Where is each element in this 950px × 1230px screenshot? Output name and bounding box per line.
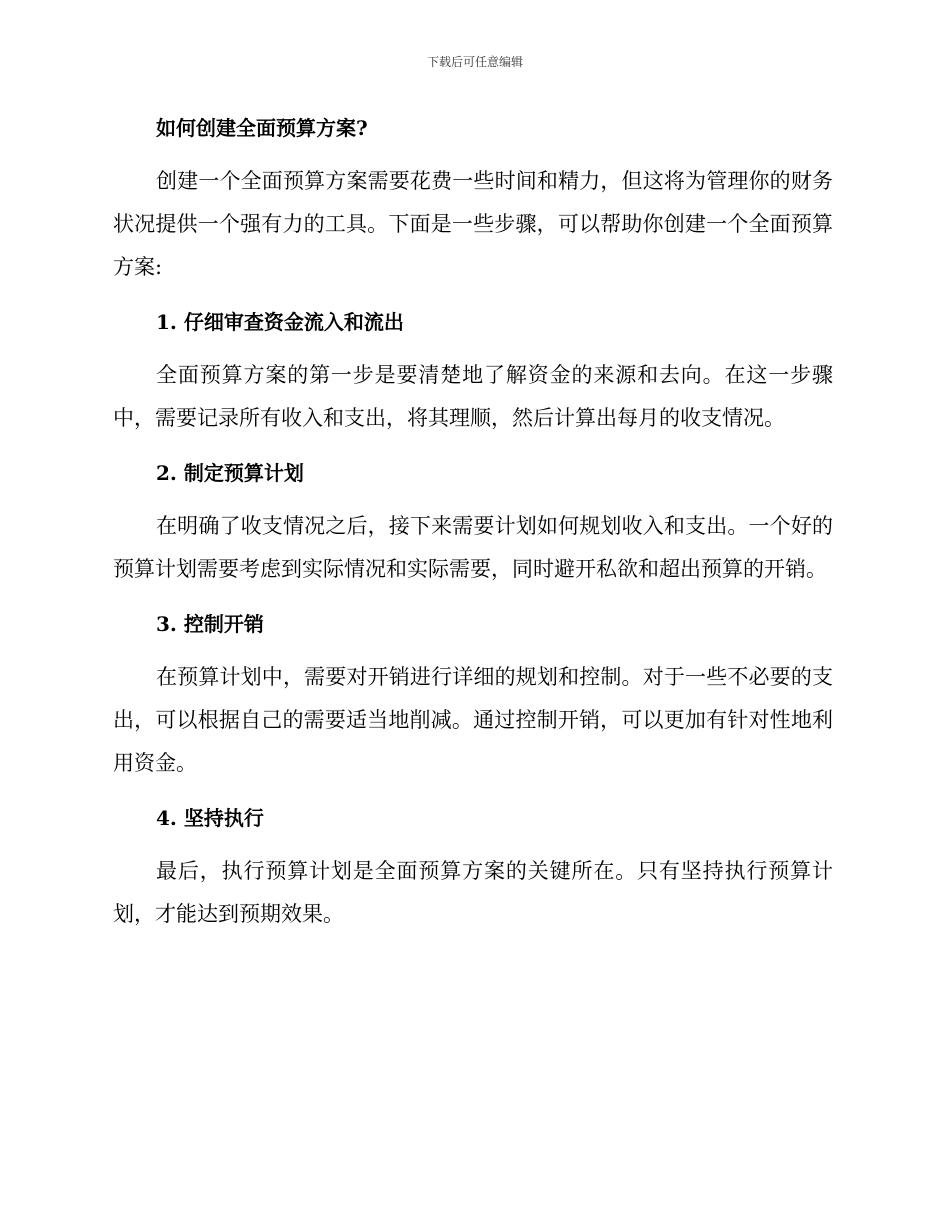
section-heading-2: 2. 制定预算计划 [156, 461, 304, 485]
section-body-3: 在预算计划中，需要对开销进行详细的规划和控制。对于一些不必要的支出，可以根据自己的需要适当地削减。通过控制开销，可以更加有针对性地利用资金。 [113, 665, 833, 775]
spacer [113, 148, 833, 160]
intro-paragraph: 创建一个全面预算方案需要花费一些时间和精力，但这将为管理你的财务状况提供一个强有力的工具。下面是一些步骤，可以帮助你创建一个全面预算方案: [113, 169, 833, 279]
section-heading-1: 1. 仔细审查资金流入和流出 [156, 310, 404, 334]
header-note: 下载后可任意编辑 [426, 55, 523, 69]
spacer [113, 342, 833, 354]
section-body-2: 在明确了收支情况之后，接下来需要计划如何规划收入和支出。一个好的预算计划需要考虑到实际情况和实际需要，同时避开私欲和超出预算的开销。 [113, 514, 833, 581]
document-title: 如何创建全面预算方案? [156, 116, 368, 140]
spacer [113, 838, 833, 850]
section-heading-4: 4. 坚持执行 [156, 806, 264, 830]
spacer [113, 591, 833, 604]
section-body-1: 全面预算方案的第一步是要清楚地了解资金的来源和去向。在这一步骤中，需要记录所有收入和支出，将其理顺，然后计算出每月的收支情况。 [113, 363, 833, 430]
section-heading-3: 3. 控制开销 [156, 612, 264, 636]
section-body-4: 最后，执行预算计划是全面预算方案的关键所在。只有坚持执行预算计划，才能达到预期效果。 [113, 859, 833, 926]
document-content [113, 108, 833, 936]
spacer [113, 785, 833, 798]
spacer [113, 440, 833, 453]
spacer [113, 493, 833, 505]
spacer [113, 289, 833, 302]
spacer [113, 644, 833, 656]
